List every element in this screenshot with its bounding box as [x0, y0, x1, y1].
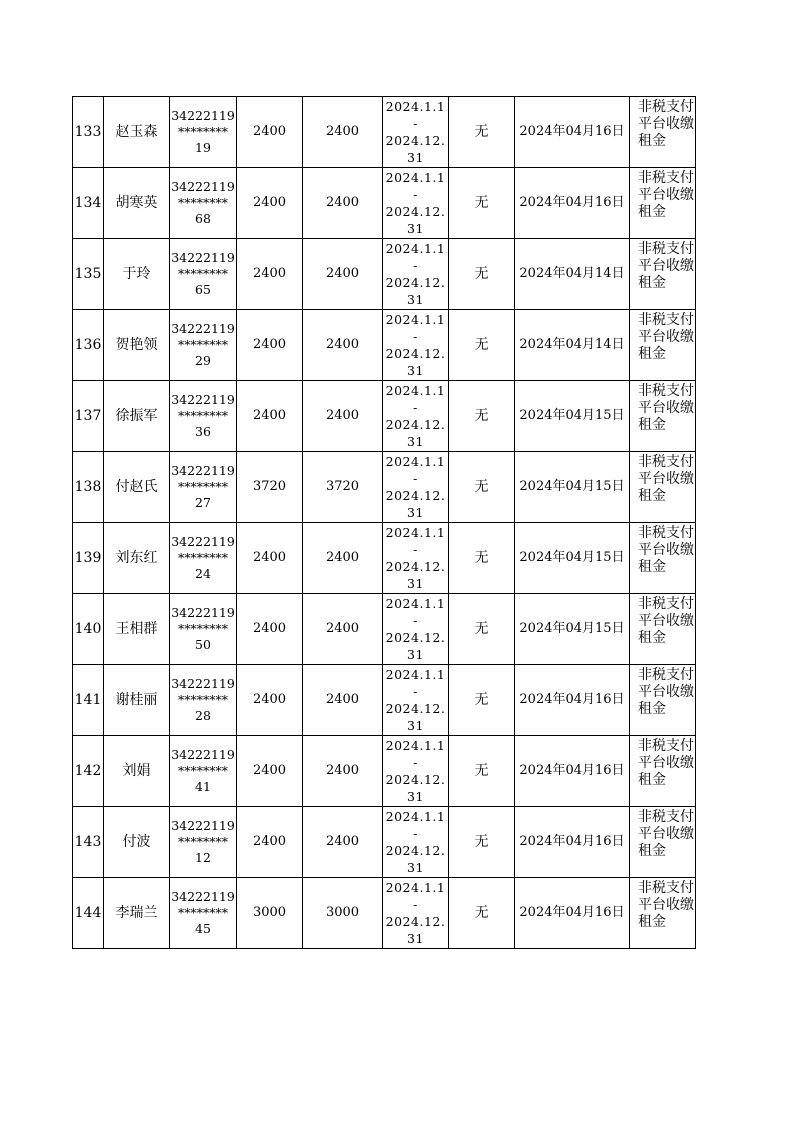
id-number-prefix: 34222119 — [171, 321, 235, 336]
row-number: 137 — [74, 408, 102, 424]
amount-due: 2400 — [252, 337, 287, 352]
period-end-part2: 31 — [407, 434, 424, 449]
payment-date: 2024年04月14日 — [519, 337, 625, 352]
period-end-part2: 31 — [407, 505, 424, 520]
remark: 无 — [474, 691, 489, 708]
amount-due: 2400 — [252, 692, 287, 707]
period-end-part2: 31 — [407, 789, 424, 804]
period-end-part2: 31 — [407, 292, 424, 307]
id-number-suffix: 12 — [195, 850, 211, 865]
payment-date: 2024年04月16日 — [519, 834, 625, 849]
id-number-suffix: 36 — [195, 424, 211, 439]
payment-method: 非税支付平台收缴租金 — [638, 454, 694, 504]
amount-paid-cell — [303, 452, 383, 523]
remark-cell — [449, 168, 515, 239]
row-number-cell — [73, 452, 104, 523]
id-number-prefix: 34222119 — [171, 463, 235, 478]
id-number-cell — [170, 97, 237, 168]
period-end-part2: 31 — [407, 150, 424, 165]
tenant-name-cell — [104, 736, 170, 807]
row-number-cell — [73, 310, 104, 381]
remark-cell — [449, 523, 515, 594]
payment-date-cell — [515, 452, 630, 523]
amount-due-cell — [237, 523, 303, 594]
payment-method-cell — [630, 168, 696, 239]
payment-method-cell — [630, 310, 696, 381]
period-separator: - — [413, 613, 418, 628]
remark-cell — [449, 878, 515, 949]
table-row — [73, 736, 696, 807]
payment-date: 2024年04月16日 — [519, 195, 625, 210]
tenant-name: 徐振军 — [115, 408, 158, 424]
row-number: 141 — [74, 692, 102, 708]
remark: 无 — [474, 123, 489, 140]
id-number-mask: ******** — [178, 834, 228, 849]
row-number: 135 — [74, 266, 102, 282]
row-number-cell — [73, 523, 104, 594]
tenant-name-cell — [104, 310, 170, 381]
rent-period-cell — [383, 665, 449, 736]
tenant-name: 贺艳领 — [115, 337, 158, 353]
amount-due-cell — [237, 878, 303, 949]
id-number-cell — [170, 594, 237, 665]
table-row — [73, 807, 696, 878]
row-number-cell — [73, 97, 104, 168]
rent-period-cell — [383, 310, 449, 381]
payment-method-cell — [630, 523, 696, 594]
amount-due: 2400 — [252, 550, 287, 565]
payment-method-cell — [630, 807, 696, 878]
table-row — [73, 594, 696, 665]
id-number-mask: ******** — [178, 621, 228, 636]
id-number-prefix: 34222119 — [171, 392, 235, 407]
amount-paid: 2400 — [325, 692, 360, 707]
amount-paid: 2400 — [325, 621, 360, 636]
period-end-part2: 31 — [407, 860, 424, 875]
table-row — [73, 97, 696, 168]
payment-method-cell — [630, 381, 696, 452]
id-number-suffix: 50 — [195, 637, 211, 652]
rent-period-cell — [383, 807, 449, 878]
period-end-part1: 2024.12. — [385, 630, 446, 645]
payment-method-cell — [630, 97, 696, 168]
id-number-prefix: 34222119 — [171, 108, 235, 123]
table-row — [73, 523, 696, 594]
id-number-mask: ******** — [178, 195, 228, 210]
payment-date: 2024年04月15日 — [519, 479, 625, 494]
period-end-part1: 2024.12. — [385, 914, 446, 929]
id-number-suffix: 65 — [195, 282, 211, 297]
amount-paid-cell — [303, 594, 383, 665]
row-number: 142 — [74, 763, 102, 779]
payment-method: 非税支付平台收缴租金 — [638, 596, 694, 646]
amount-paid-cell — [303, 239, 383, 310]
payment-method: 非税支付平台收缴租金 — [638, 667, 694, 717]
amount-paid: 2400 — [325, 834, 360, 849]
rent-period-cell — [383, 878, 449, 949]
payment-date-cell — [515, 97, 630, 168]
id-number-cell — [170, 878, 237, 949]
tenant-name-cell — [104, 168, 170, 239]
period-start: 2024.1.1 — [385, 99, 446, 114]
tenant-name-cell — [104, 239, 170, 310]
id-number-cell — [170, 807, 237, 878]
payment-method: 非税支付平台收缴租金 — [638, 170, 694, 220]
payment-date-cell — [515, 736, 630, 807]
amount-due: 2400 — [252, 124, 287, 139]
id-number-mask: ******** — [178, 337, 228, 352]
period-separator: - — [413, 897, 418, 912]
row-number-cell — [73, 381, 104, 452]
tenant-name: 付波 — [122, 834, 151, 850]
period-end-part1: 2024.12. — [385, 559, 446, 574]
remark-cell — [449, 594, 515, 665]
id-number-cell — [170, 381, 237, 452]
rent-period-cell — [383, 239, 449, 310]
period-start: 2024.1.1 — [385, 525, 446, 540]
amount-paid-cell — [303, 807, 383, 878]
period-start: 2024.1.1 — [385, 809, 446, 824]
row-number: 143 — [74, 834, 102, 850]
remark: 无 — [474, 904, 489, 921]
remark-cell — [449, 665, 515, 736]
period-end-part1: 2024.12. — [385, 275, 446, 290]
table-row — [73, 168, 696, 239]
amount-due-cell — [237, 97, 303, 168]
id-number-cell — [170, 310, 237, 381]
tenant-name: 于玲 — [122, 266, 151, 282]
row-number-cell — [73, 807, 104, 878]
payment-date-cell — [515, 168, 630, 239]
tenant-name: 刘东红 — [115, 550, 158, 566]
remark: 无 — [474, 265, 489, 282]
table-row — [73, 239, 696, 310]
rent-period-cell — [383, 168, 449, 239]
payment-date: 2024年04月15日 — [519, 408, 625, 423]
payment-date-cell — [515, 594, 630, 665]
remark: 无 — [474, 336, 489, 353]
period-separator: - — [413, 471, 418, 486]
payment-method-cell — [630, 239, 696, 310]
id-number-cell — [170, 452, 237, 523]
amount-paid-cell — [303, 310, 383, 381]
amount-due-cell — [237, 168, 303, 239]
remark-cell — [449, 310, 515, 381]
payment-method: 非税支付平台收缴租金 — [638, 880, 694, 930]
amount-due-cell — [237, 239, 303, 310]
tenant-name: 李瑞兰 — [115, 905, 158, 921]
payment-method: 非税支付平台收缴租金 — [638, 99, 694, 149]
payment-date-cell — [515, 523, 630, 594]
table-row — [73, 381, 696, 452]
payment-date: 2024年04月16日 — [519, 905, 625, 920]
id-number-prefix: 34222119 — [171, 747, 235, 762]
amount-due: 2400 — [252, 621, 287, 636]
tenant-name-cell — [104, 523, 170, 594]
tenant-name: 王相群 — [115, 621, 158, 637]
id-number-suffix: 27 — [195, 495, 211, 510]
amount-paid-cell — [303, 665, 383, 736]
remark-cell — [449, 452, 515, 523]
amount-due: 2400 — [252, 195, 287, 210]
period-end-part1: 2024.12. — [385, 488, 446, 503]
table-row — [73, 452, 696, 523]
payment-method: 非税支付平台收缴租金 — [638, 738, 694, 788]
period-separator: - — [413, 755, 418, 770]
payment-date: 2024年04月16日 — [519, 692, 625, 707]
table-row — [73, 878, 696, 949]
row-number: 134 — [74, 195, 102, 211]
table-row — [73, 310, 696, 381]
table-body — [73, 97, 696, 949]
rent-period-cell — [383, 381, 449, 452]
amount-paid: 2400 — [325, 337, 360, 352]
period-end-part2: 31 — [407, 221, 424, 236]
id-number-prefix: 34222119 — [171, 250, 235, 265]
period-separator: - — [413, 258, 418, 273]
id-number-prefix: 34222119 — [171, 534, 235, 549]
id-number-cell — [170, 168, 237, 239]
period-separator: - — [413, 542, 418, 557]
period-end-part1: 2024.12. — [385, 133, 446, 148]
period-end-part2: 31 — [407, 931, 424, 946]
table-row — [73, 665, 696, 736]
id-number-cell — [170, 665, 237, 736]
id-number-mask: ******** — [178, 408, 228, 423]
remark: 无 — [474, 762, 489, 779]
amount-paid: 2400 — [325, 408, 360, 423]
period-end-part1: 2024.12. — [385, 204, 446, 219]
tenant-name-cell — [104, 452, 170, 523]
amount-due: 2400 — [252, 408, 287, 423]
id-number-cell — [170, 736, 237, 807]
period-start: 2024.1.1 — [385, 383, 446, 398]
amount-paid: 2400 — [325, 550, 360, 565]
payment-date: 2024年04月14日 — [519, 266, 625, 281]
row-number: 140 — [74, 621, 102, 637]
id-number-suffix: 28 — [195, 708, 211, 723]
remark: 无 — [474, 833, 489, 850]
row-number: 144 — [74, 905, 102, 921]
payment-method-cell — [630, 594, 696, 665]
amount-due-cell — [237, 594, 303, 665]
row-number: 133 — [74, 124, 102, 140]
period-separator: - — [413, 329, 418, 344]
tenant-name-cell — [104, 807, 170, 878]
tenant-name-cell — [104, 665, 170, 736]
period-start: 2024.1.1 — [385, 667, 446, 682]
payment-method-cell — [630, 878, 696, 949]
period-start: 2024.1.1 — [385, 596, 446, 611]
id-number-prefix: 34222119 — [171, 889, 235, 904]
tenant-name: 刘娟 — [122, 763, 151, 779]
payment-method-cell — [630, 665, 696, 736]
amount-paid-cell — [303, 97, 383, 168]
period-start: 2024.1.1 — [385, 241, 446, 256]
remark: 无 — [474, 620, 489, 637]
tenant-name: 谢桂丽 — [115, 692, 158, 708]
row-number-cell — [73, 239, 104, 310]
period-separator: - — [413, 400, 418, 415]
row-number: 139 — [74, 550, 102, 566]
row-number: 138 — [74, 479, 102, 495]
id-number-suffix: 24 — [195, 566, 211, 581]
period-end-part1: 2024.12. — [385, 417, 446, 432]
period-end-part2: 31 — [407, 647, 424, 662]
period-separator: - — [413, 116, 418, 131]
amount-due: 2400 — [252, 834, 287, 849]
period-start: 2024.1.1 — [385, 170, 446, 185]
id-number-mask: ******** — [178, 692, 228, 707]
id-number-suffix: 45 — [195, 921, 211, 936]
amount-paid-cell — [303, 736, 383, 807]
amount-due-cell — [237, 381, 303, 452]
amount-paid: 2400 — [325, 124, 360, 139]
id-number-prefix: 34222119 — [171, 818, 235, 833]
period-end-part2: 31 — [407, 718, 424, 733]
amount-paid: 2400 — [325, 195, 360, 210]
rent-period-cell — [383, 452, 449, 523]
tenant-name: 胡寒英 — [115, 195, 158, 211]
id-number-mask: ******** — [178, 479, 228, 494]
rent-period-cell — [383, 736, 449, 807]
amount-paid: 2400 — [325, 763, 360, 778]
tenant-name: 付赵氏 — [115, 479, 158, 495]
period-end-part2: 31 — [407, 363, 424, 378]
period-separator: - — [413, 684, 418, 699]
payment-date-cell — [515, 665, 630, 736]
amount-paid-cell — [303, 523, 383, 594]
id-number-suffix: 29 — [195, 353, 211, 368]
rent-table-wrapper — [72, 96, 696, 949]
amount-due: 3000 — [252, 905, 287, 920]
amount-paid-cell — [303, 168, 383, 239]
amount-due: 3720 — [252, 479, 287, 494]
id-number-suffix: 19 — [195, 140, 211, 155]
tenant-name-cell — [104, 97, 170, 168]
amount-due-cell — [237, 310, 303, 381]
amount-due: 2400 — [252, 763, 287, 778]
id-number-cell — [170, 523, 237, 594]
tenant-name-cell — [104, 381, 170, 452]
payment-date: 2024年04月15日 — [519, 550, 625, 565]
rent-period-cell — [383, 594, 449, 665]
tenant-name: 赵玉森 — [115, 124, 158, 140]
row-number-cell — [73, 168, 104, 239]
amount-paid: 3000 — [325, 905, 360, 920]
payment-date-cell — [515, 878, 630, 949]
remark-cell — [449, 239, 515, 310]
period-end-part1: 2024.12. — [385, 346, 446, 361]
amount-paid-cell — [303, 381, 383, 452]
payment-method: 非税支付平台收缴租金 — [638, 809, 694, 859]
remark: 无 — [474, 478, 489, 495]
amount-due-cell — [237, 736, 303, 807]
amount-due-cell — [237, 452, 303, 523]
id-number-prefix: 34222119 — [171, 676, 235, 691]
row-number-cell — [73, 665, 104, 736]
payment-date: 2024年04月15日 — [519, 621, 625, 636]
payment-date: 2024年04月16日 — [519, 763, 625, 778]
payment-method: 非税支付平台收缴租金 — [638, 241, 694, 291]
period-start: 2024.1.1 — [385, 454, 446, 469]
period-end-part1: 2024.12. — [385, 843, 446, 858]
id-number-suffix: 68 — [195, 211, 211, 226]
row-number: 136 — [74, 337, 102, 353]
payment-method-cell — [630, 452, 696, 523]
rent-period-cell — [383, 523, 449, 594]
period-end-part1: 2024.12. — [385, 772, 446, 787]
payment-method: 非税支付平台收缴租金 — [638, 525, 694, 575]
payment-date-cell — [515, 310, 630, 381]
amount-due: 2400 — [252, 266, 287, 281]
row-number-cell — [73, 878, 104, 949]
remark-cell — [449, 381, 515, 452]
amount-paid: 2400 — [325, 266, 360, 281]
payment-date-cell — [515, 239, 630, 310]
id-number-suffix: 41 — [195, 779, 211, 794]
period-start: 2024.1.1 — [385, 880, 446, 895]
period-start: 2024.1.1 — [385, 738, 446, 753]
period-end-part2: 31 — [407, 576, 424, 591]
id-number-mask: ******** — [178, 550, 228, 565]
remark-cell — [449, 97, 515, 168]
tenant-name-cell — [104, 594, 170, 665]
payment-date: 2024年04月16日 — [519, 124, 625, 139]
id-number-mask: ******** — [178, 763, 228, 778]
period-end-part1: 2024.12. — [385, 701, 446, 716]
payment-method-cell — [630, 736, 696, 807]
payment-date-cell — [515, 381, 630, 452]
amount-due-cell — [237, 665, 303, 736]
payment-method: 非税支付平台收缴租金 — [638, 312, 694, 362]
rent-period-cell — [383, 97, 449, 168]
amount-paid-cell — [303, 878, 383, 949]
period-start: 2024.1.1 — [385, 312, 446, 327]
row-number-cell — [73, 736, 104, 807]
id-number-mask: ******** — [178, 905, 228, 920]
id-number-cell — [170, 239, 237, 310]
remark-cell — [449, 807, 515, 878]
id-number-mask: ******** — [178, 266, 228, 281]
amount-paid: 3720 — [325, 479, 360, 494]
payment-date-cell — [515, 807, 630, 878]
tenant-name-cell — [104, 878, 170, 949]
remark: 无 — [474, 194, 489, 211]
period-separator: - — [413, 187, 418, 202]
id-number-prefix: 34222119 — [171, 605, 235, 620]
payment-method: 非税支付平台收缴租金 — [638, 383, 694, 433]
remark-cell — [449, 736, 515, 807]
rent-payment-table — [72, 96, 696, 949]
period-separator: - — [413, 826, 418, 841]
row-number-cell — [73, 594, 104, 665]
remark: 无 — [474, 549, 489, 566]
remark: 无 — [474, 407, 489, 424]
amount-due-cell — [237, 807, 303, 878]
id-number-mask: ******** — [178, 124, 228, 139]
id-number-prefix: 34222119 — [171, 179, 235, 194]
